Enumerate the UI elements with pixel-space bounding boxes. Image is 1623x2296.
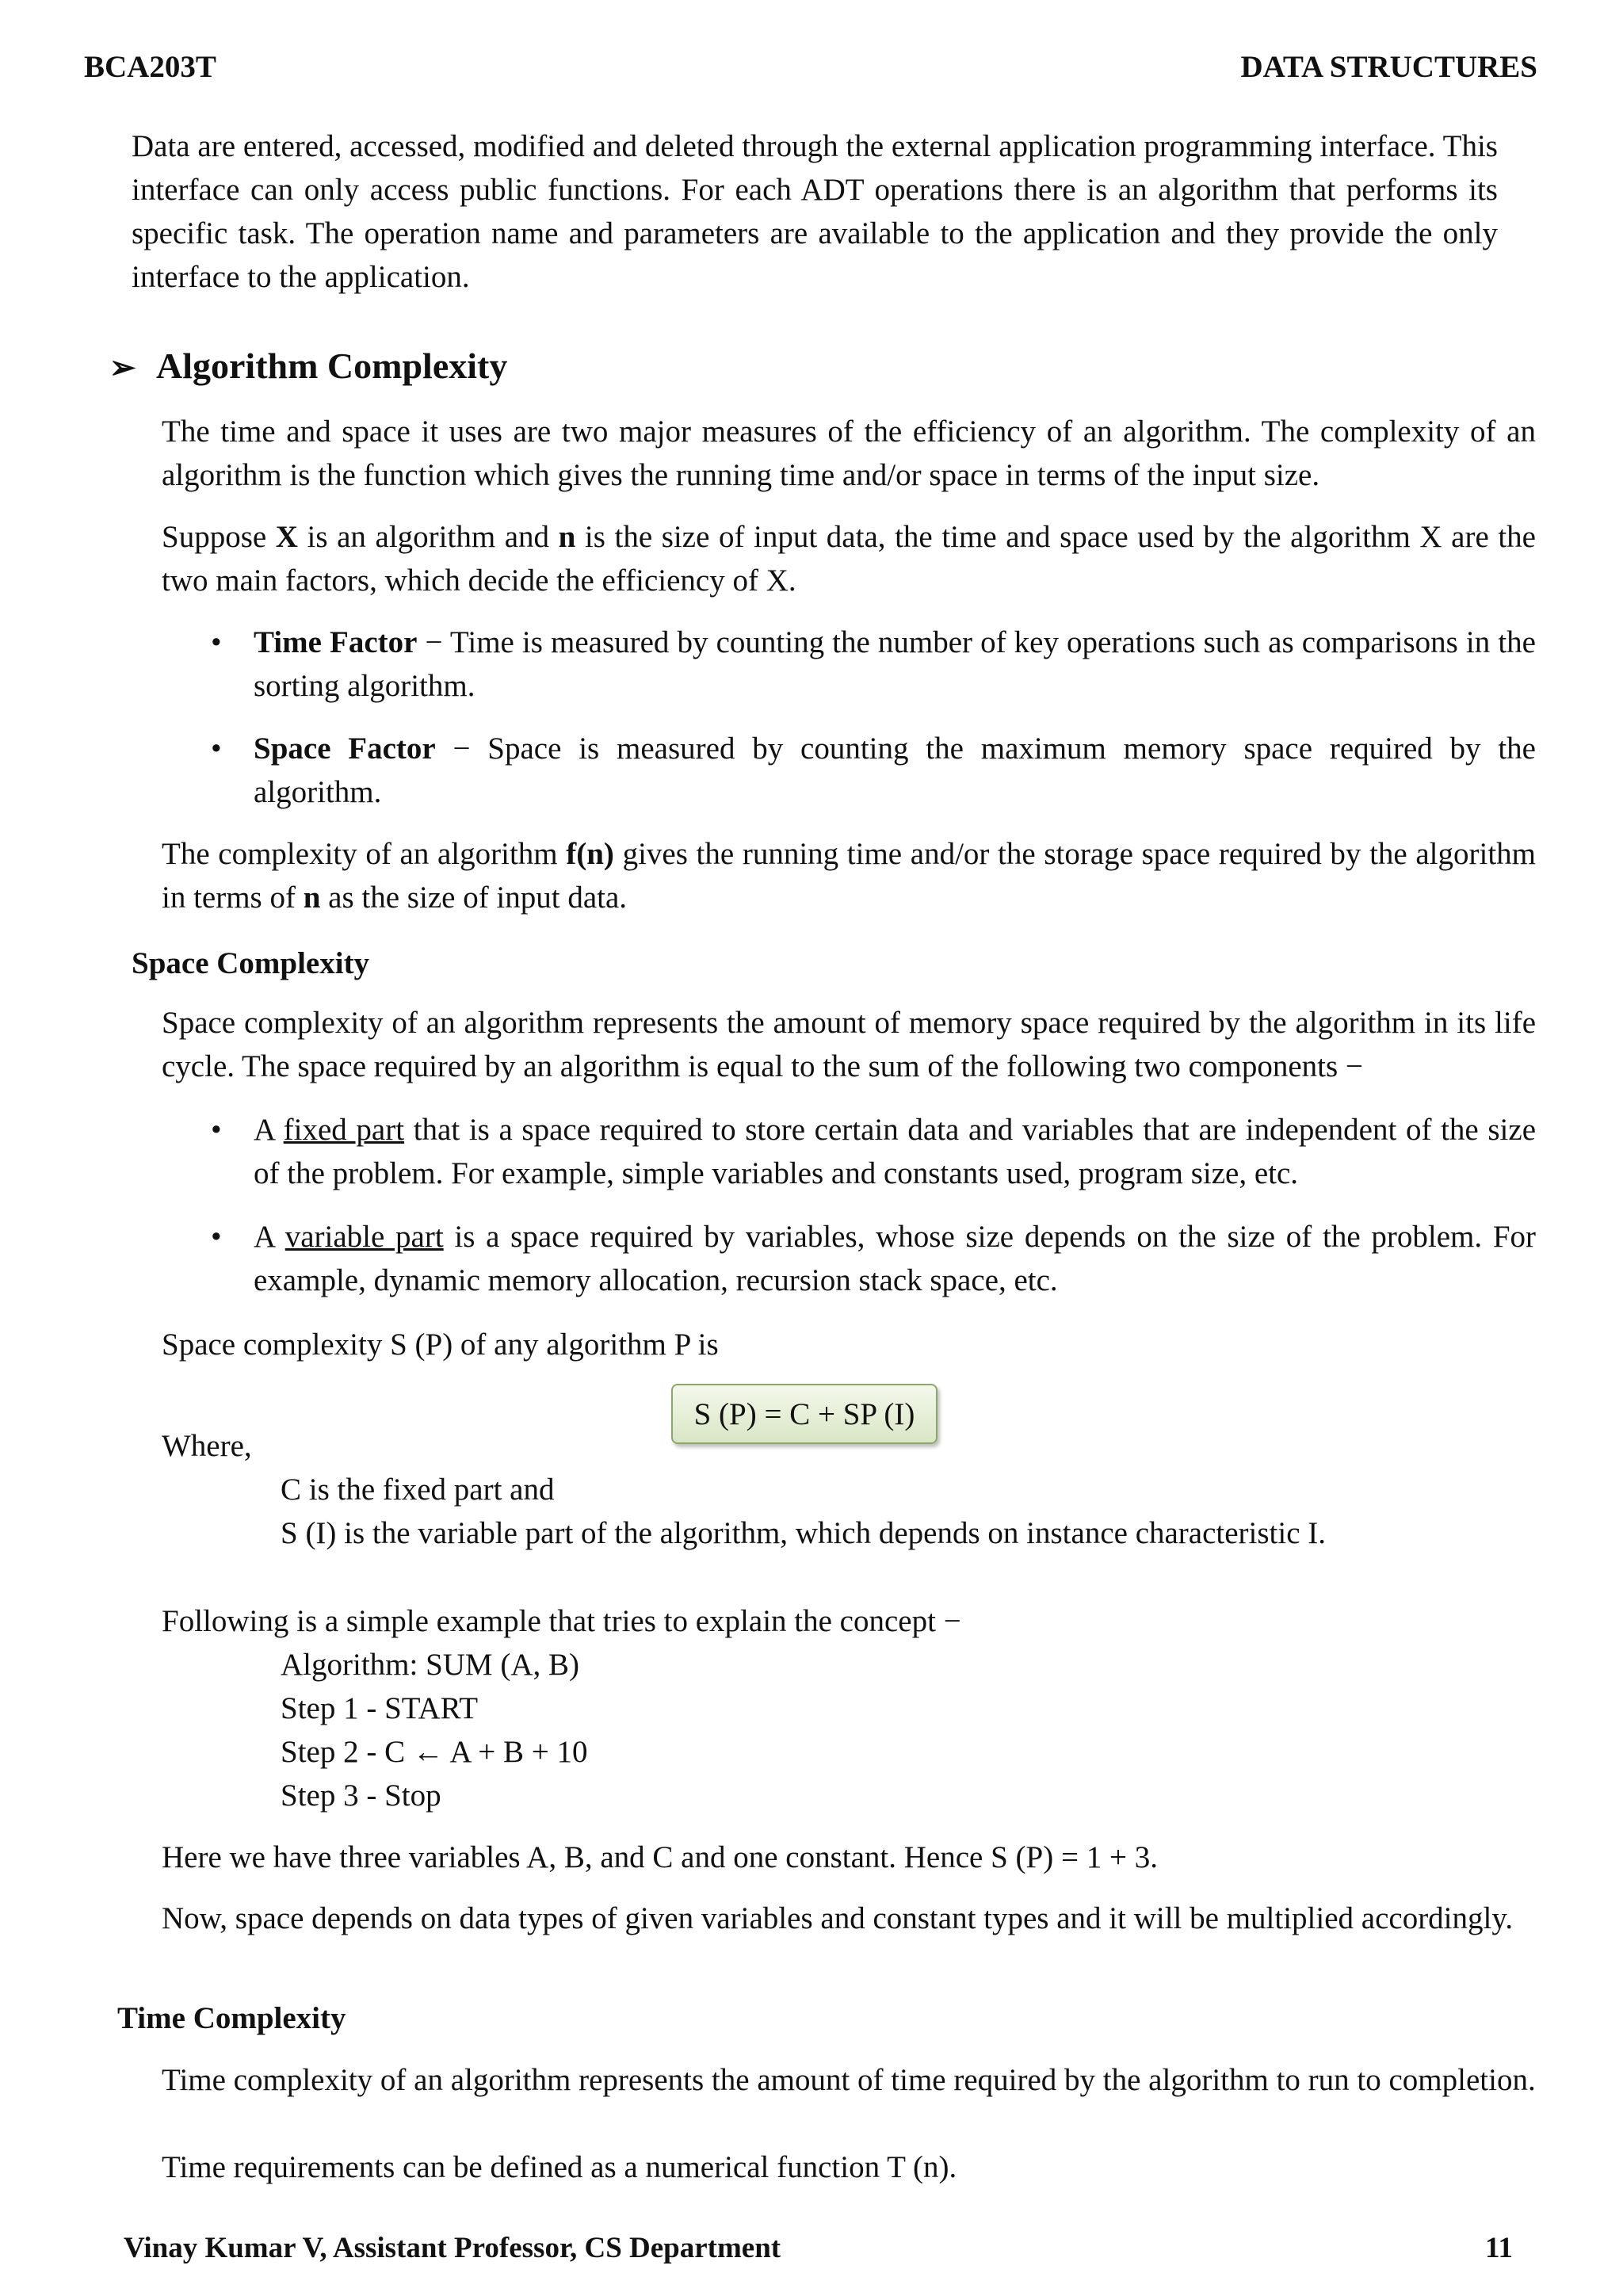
space-complexity-para1: Space complexity of an algorithm represents the amount of memory space required by the algorithm in its life cycle. The space required by an algorithm is equal to the sum of the following two components − [162, 1006, 1536, 1083]
bullet-time-factor: Time Factor − Time is measured by counting the number of key operations such as comparisons in the sorting algorithm. [254, 625, 1536, 703]
section-heading-time-complexity: Time Complexity [117, 2001, 346, 2035]
bullet-dot-icon: • [211, 1113, 222, 1147]
bullet-dot-icon: • [211, 732, 222, 766]
algo-complexity-para2: Suppose X is an algorithm and n is the size of input data, the time and space used by the algorithm X are the two main factors, which decide the efficiency of X. [162, 520, 1536, 598]
time-complexity-para1: Time complexity of an algorithm represents the amount of time required by the algorithm to run to completion. [162, 2063, 1536, 2097]
where-line-variable: S (I) is the variable part of the algorithm, which depends on instance characteristic I. [281, 1516, 1327, 1550]
where-line-fixed: C is the fixed part and [281, 1473, 555, 1507]
formula-text: S (P) = C + SP (I) [693, 1396, 915, 1431]
course-code: BCA203T [84, 50, 216, 84]
section-heading-algorithm-complexity: ➢ Algorithm Complexity [109, 346, 508, 386]
algorithm-line: Step 1 - START [281, 1691, 479, 1725]
section-heading-space-complexity: Space Complexity [132, 946, 370, 980]
arrow-bullet-icon: ➢ [109, 350, 136, 385]
example-intro: Following is a simple example that tries to explain the concept − [162, 1604, 961, 1638]
subject-title: DATA STRUCTURES [1240, 50, 1537, 84]
algorithm-line: Step 3 - Stop [281, 1778, 441, 1813]
formula-box [671, 1384, 938, 1444]
bullet-dot-icon: • [211, 625, 222, 659]
variables-paragraph: Here we have three variables A, B, and C and one constant. Hence S (P) = 1 + 3. [162, 1840, 1158, 1874]
bullet-fixed-part: A fixed part that is a space required to store certain data and variables that are independent of the size of the problem. For example, simple variables and constants used, program size, etc. [254, 1113, 1537, 1190]
bullet-dot-icon: • [211, 1220, 222, 1254]
bullet-space-factor: Space Factor − Space is measured by counting the maximum memory space required by the algorithm. [254, 732, 1536, 809]
algorithm-line: Algorithm: SUM (A, B) [281, 1648, 580, 1682]
formula-intro: Space complexity S (P) of any algorithm P is [162, 1328, 719, 1362]
footer-author: Vinay Kumar V, Assistant Professor, CS Department [124, 2232, 781, 2264]
page-number: 11 [1485, 2232, 1513, 2264]
depends-paragraph: Now, space depends on data types of given variables and constant types and it will be multiplied accordingly. [162, 1901, 1514, 1935]
algo-complexity-para1: The time and space it uses are two major measures of the efficiency of an algorithm. The complexity of an algorithm is the function which gives the running time and/or space in terms of the input size. [162, 415, 1536, 492]
algo-complexity-para3: The complexity of an algorithm f(n) gives the running time and/or the storage space required by the algorithm in terms of n as the size of input data. [162, 837, 1537, 915]
bullet-variable-part: A variable part is a space required by variables, whose size depends on the size of the problem. For example, dynamic memory allocation, recursion stack space, etc. [254, 1220, 1536, 1297]
intro-paragraph: Data are entered, accessed, modified and deleted through the external application programming interface. This interface can only access public functions. For each ADT operations there is an algorithm that performs its specific task. The operation name and parameters are available to the application and they provide the only interface to the application. [132, 129, 1498, 294]
time-complexity-para2: Time requirements can be defined as a numerical function T (n). [162, 2150, 957, 2184]
where-label: Where, [162, 1429, 252, 1463]
algorithm-line: Step 2 - C ← A + B + 10 [281, 1735, 588, 1769]
